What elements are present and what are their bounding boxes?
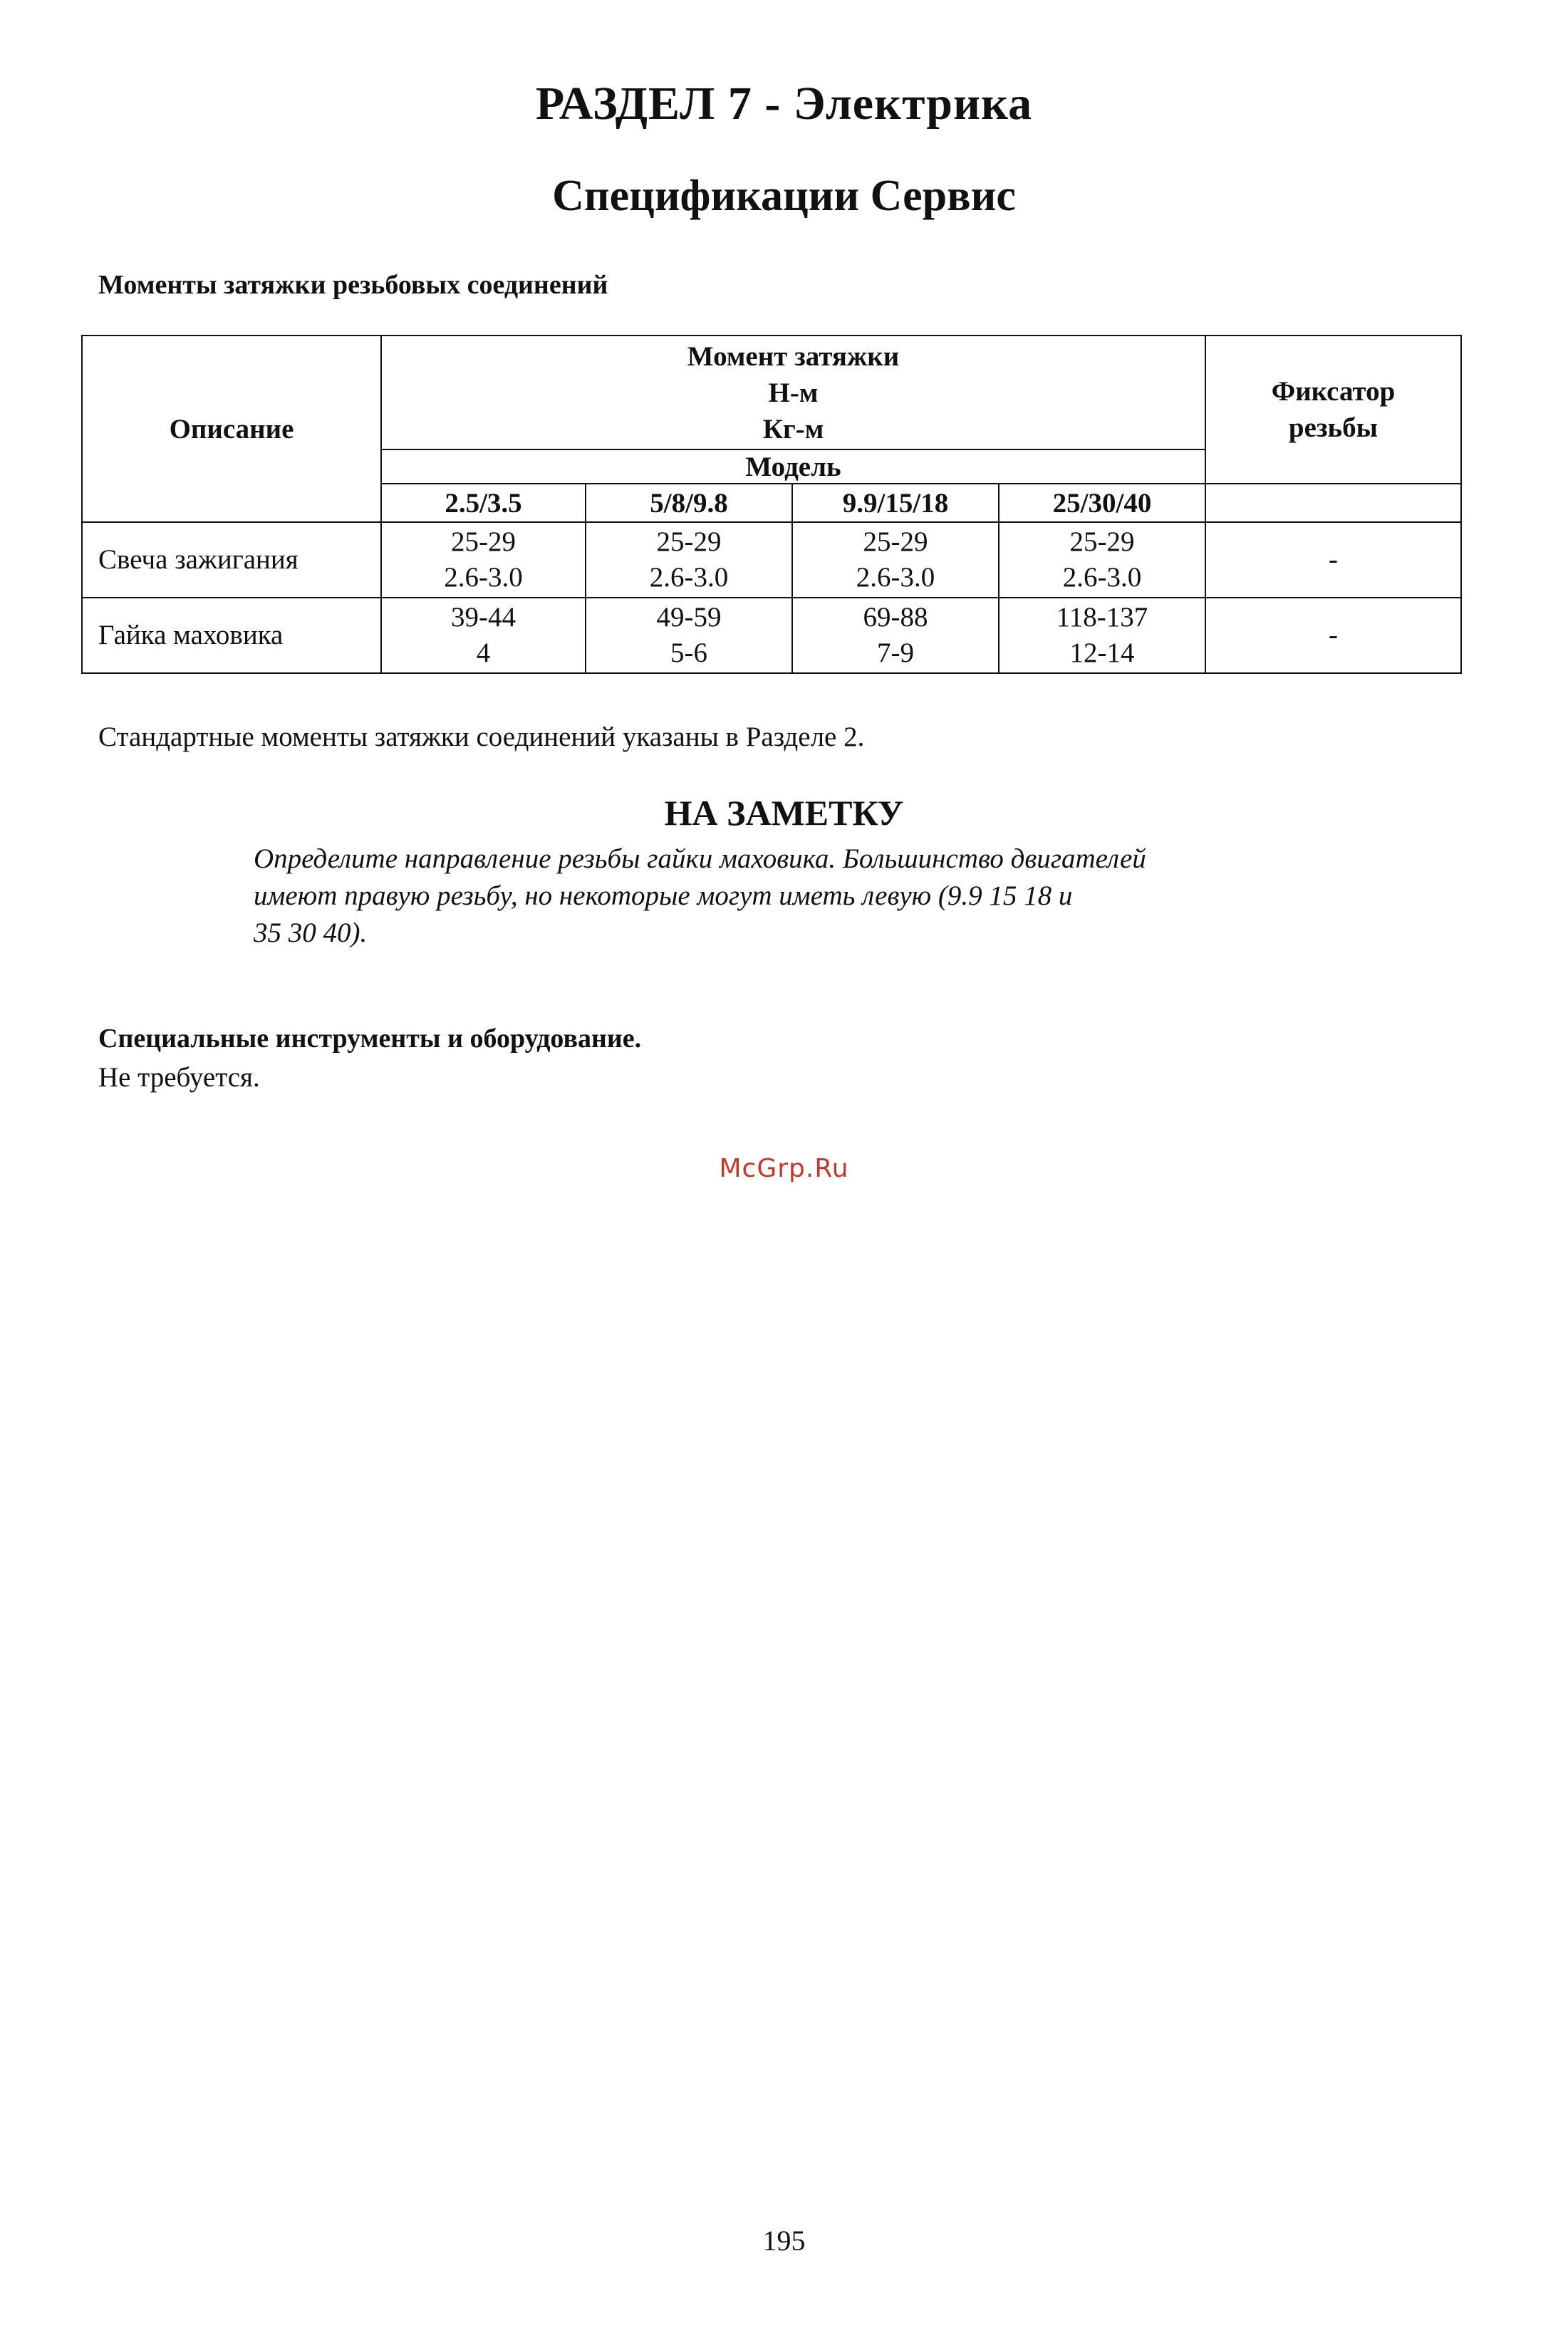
torque-nm: 25-29 — [1069, 526, 1135, 557]
torque-cell — [792, 522, 999, 598]
torque-header-line: Момент затяжки — [687, 340, 900, 372]
model-label: Модель — [381, 449, 1205, 484]
note-line: 35 30 40). — [254, 917, 368, 948]
torque-spec-table — [81, 335, 1462, 674]
torque-header-line: Н-м — [768, 377, 819, 408]
note-line: имеют правую резьбу, но некоторые могут иметь левую (9.9 15 18 и — [254, 880, 1073, 911]
note-line: Определите направление резьбы гайки маховика. Большинство двигателей — [254, 843, 1146, 874]
thread-locker-cell: - — [1205, 522, 1461, 598]
watermark-link[interactable]: McGrp.Ru — [719, 1154, 849, 1183]
tools-heading: Специальные инструменты и оборудование. — [98, 1024, 642, 1054]
model-column-header: 25/30/40 — [999, 484, 1205, 522]
thread-locker-header-line: резьбы — [1288, 412, 1379, 443]
thread-locker-cell: - — [1205, 598, 1461, 673]
torque-cell — [586, 598, 792, 673]
torque-kgm: 2.6-3.0 — [1062, 562, 1142, 593]
model-column-header: 2.5/3.5 — [381, 484, 586, 522]
torque-cell — [999, 598, 1205, 673]
model-column-header: 9.9/15/18 — [792, 484, 999, 522]
torque-heading: Моменты затяжки резьбовых соединений — [98, 270, 608, 300]
torque-header — [381, 336, 1205, 449]
torque-kgm: 2.6-3.0 — [649, 562, 729, 593]
torque-header-line: Кг-м — [762, 413, 824, 444]
torque-nm: 69-88 — [863, 602, 928, 633]
torque-cell — [381, 522, 586, 598]
torque-nm: 39-44 — [451, 602, 516, 633]
torque-cell — [586, 522, 792, 598]
torque-nm: 25-29 — [656, 526, 722, 557]
torque-kgm: 2.6-3.0 — [444, 562, 523, 593]
torque-nm: 25-29 — [863, 526, 928, 557]
torque-cell — [792, 598, 999, 673]
page-title: Спецификации Сервис — [552, 172, 1016, 220]
tools-text: Не требуется. — [98, 1062, 260, 1093]
torque-kgm: 4 — [476, 638, 491, 668]
note-body — [254, 841, 1322, 952]
torque-cell — [999, 522, 1205, 598]
torque-kgm: 5-6 — [670, 638, 707, 668]
thread-locker-header — [1205, 336, 1461, 484]
row-description: Гайка маховика — [82, 598, 381, 673]
torque-kgm: 12-14 — [1069, 638, 1135, 668]
torque-nm: 25-29 — [451, 526, 516, 557]
table-header-row — [82, 336, 1461, 449]
thread-locker-header-line: Фиксатор — [1271, 376, 1396, 407]
section-title: РАЗДЕЛ 7 - Электрика — [535, 78, 1033, 130]
description-header: Описание — [82, 336, 381, 522]
torque-nm: 49-59 — [656, 602, 722, 633]
torque-kgm: 7-9 — [877, 638, 914, 668]
table-row — [82, 522, 1461, 598]
torque-nm: 118-137 — [1056, 602, 1148, 633]
row-description: Свеча зажигания — [82, 522, 381, 598]
page-number: 195 — [762, 2225, 806, 2257]
standard-torque-note: Стандартные моменты затяжки соединений указаны в Разделе 2. — [98, 722, 865, 752]
table-row — [82, 598, 1461, 673]
note-title: НА ЗАМЕТКУ — [664, 793, 904, 833]
torque-kgm: 2.6-3.0 — [856, 562, 935, 593]
torque-cell — [381, 598, 586, 673]
empty-cell — [1205, 484, 1461, 522]
model-column-header: 5/8/9.8 — [586, 484, 792, 522]
